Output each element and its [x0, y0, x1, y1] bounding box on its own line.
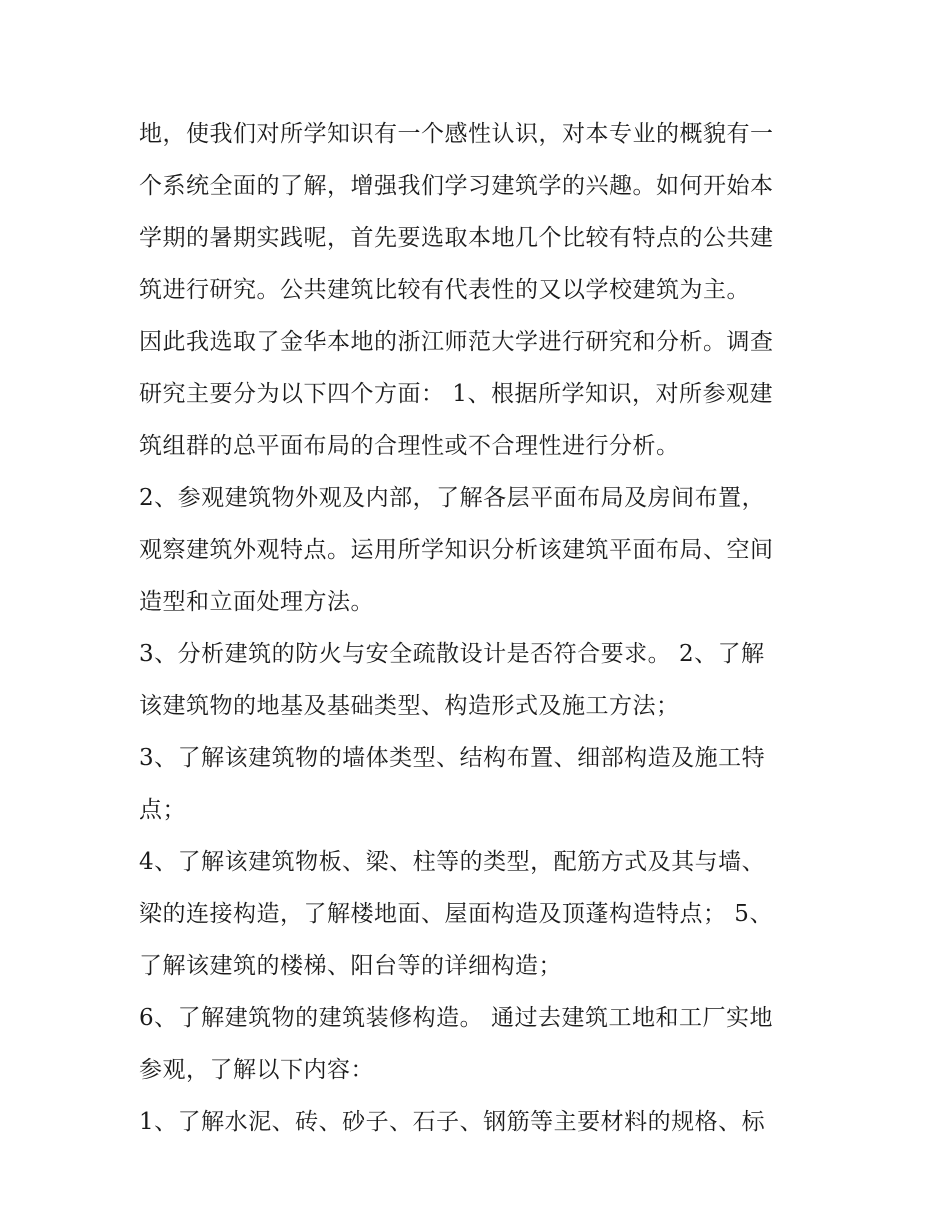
- text-line: 观察建筑外观特点。运用所学知识分析该建筑平面布局、空间: [139, 537, 774, 563]
- text-line: 筑进行研究。公共建筑比较有代表性的又以学校建筑为主。: [139, 277, 750, 303]
- text-line: 6、了解建筑物的建筑装修构造。 通过去建筑工地和工厂实地: [139, 1005, 773, 1031]
- text-line: 因此我选取了金华本地的浙江师范大学进行研究和分析。调查: [139, 329, 774, 355]
- text-line: 地，使我们对所学知识有一个感性认识，对本专业的概貌有一: [139, 121, 774, 147]
- text-line: 1、了解水泥、砖、砂子、石子、钢筋等主要材料的规格、标: [139, 1109, 766, 1135]
- text-line: 个系统全面的了解，增强我们学习建筑学的兴趣。如何开始本: [139, 173, 774, 199]
- text-line: 了解该建筑的楼梯、阳台等的详细构造；: [139, 953, 562, 979]
- text-line: 点；: [139, 797, 186, 823]
- text-line: 研究主要分为以下四个方面： 1、根据所学知识，对所参观建: [139, 381, 773, 407]
- text-line: 3、了解该建筑物的墙体类型、结构布置、细部构造及施工特: [139, 745, 766, 771]
- text-line: 参观，了解以下内容：: [139, 1057, 374, 1083]
- text-line: 3、分析建筑的防火与安全疏散设计是否符合要求。 2、了解: [139, 641, 765, 667]
- text-line: 学期的暑期实践呢，首先要选取本地几个比较有特点的公共建: [139, 225, 774, 251]
- text-line: 梁的连接构造，了解楼地面、屋面构造及顶蓬构造特点； 5、: [139, 901, 773, 927]
- text-line: 造型和立面处理方法。: [139, 589, 374, 615]
- text-line: 2、参观建筑物外观及内部，了解各层平面布局及房间布置，: [139, 485, 766, 511]
- text-line: 该建筑物的地基及基础类型、构造形式及施工方法；: [139, 693, 680, 719]
- text-line: 4、了解该建筑物板、梁、柱等的类型，配筋方式及其与墙、: [139, 849, 766, 875]
- body-text: [139, 108, 819, 1148]
- text-line: 筑组群的总平面布局的合理性或不合理性进行分析。: [139, 433, 680, 459]
